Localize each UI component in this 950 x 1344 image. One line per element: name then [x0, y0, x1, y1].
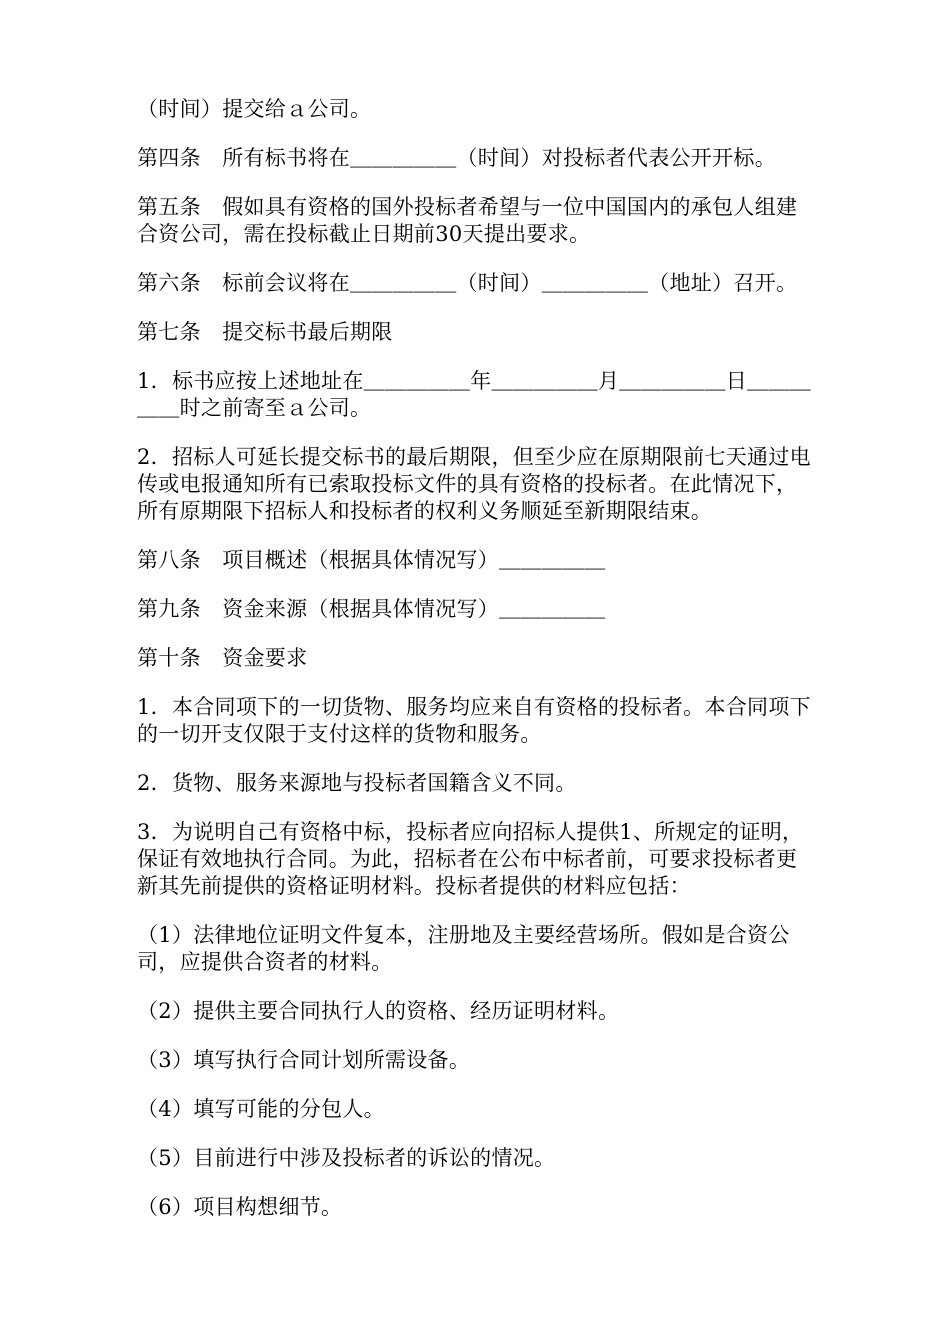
list-item-5: （5）目前进行中涉及投标者的诉讼的情况。 — [137, 1146, 556, 1170]
list-item-3: （3）填写执行合同计划所需设备。 — [137, 1048, 471, 1072]
document-page — [137, 96, 817, 1243]
article-5: 第五条 假如具有资格的国外投标者希望与一位中国国内的承包人组建合资公司，需在投标截止日期前30天提出要求。 — [137, 195, 798, 246]
article-7-item-1: 1．标书应按上述地址在＿＿＿＿＿年＿＿＿＿＿月＿＿＿＿＿日＿＿＿＿＿时之前寄至ａ公司。 — [137, 369, 811, 420]
article-7-item-2: 2．招标人可延长提交标书的最后期限，但至少应在原期限前七天通过电传或电报通知所有已索取投标文件的具有资格的投标者。在此情况下，所有原期限下招标人和投标者的权利义务顺延至新期限结束。 — [137, 445, 811, 523]
article-10-item-3: 3．为说明自己有资格中标，投标者应向招标人提供1、所规定的证明，保证有效地执行合同。为此，招标者在公布中标者前，可要求投标者更新其先前提供的资格证明材料。投标者提供的材料应包括： — [137, 820, 804, 898]
list-item-1: （1）法律地位证明文件复本，注册地及主要经营场所。假如是合资公司，应提供合资者的材料。 — [137, 923, 790, 974]
article-10-item-1: 1．本合同项下的一切货物、服务均应来自有资格的投标者。本合同项下的一切开支仅限于支付这样的货物和服务。 — [137, 695, 811, 746]
article-9: 第九条 资金来源（根据具体情况写）＿＿＿＿＿ — [137, 597, 606, 621]
article-10-heading: 第十条 资金要求 — [137, 646, 308, 670]
paragraph: （时间）提交给ａ公司。 — [137, 97, 372, 121]
article-4: 第四条 所有标书将在＿＿＿＿＿（时间）对投标者代表公开开标。 — [137, 146, 776, 170]
article-10-item-2: 2．货物、服务来源地与投标者国籍含义不同。 — [137, 771, 577, 795]
article-6: 第六条 标前会议将在＿＿＿＿＿（时间）＿＿＿＿＿（地址）召开。 — [137, 271, 798, 295]
list-item-2: （2）提供主要合同执行人的资格、经历证明材料。 — [137, 999, 620, 1023]
article-7-heading: 第七条 提交标书最后期限 — [137, 320, 393, 344]
list-item-6: （6）项目构想细节。 — [137, 1195, 343, 1219]
article-8: 第八条 项目概述（根据具体情况写）＿＿＿＿＿ — [137, 548, 606, 572]
list-item-4: （4）填写可能的分包人。 — [137, 1097, 385, 1121]
